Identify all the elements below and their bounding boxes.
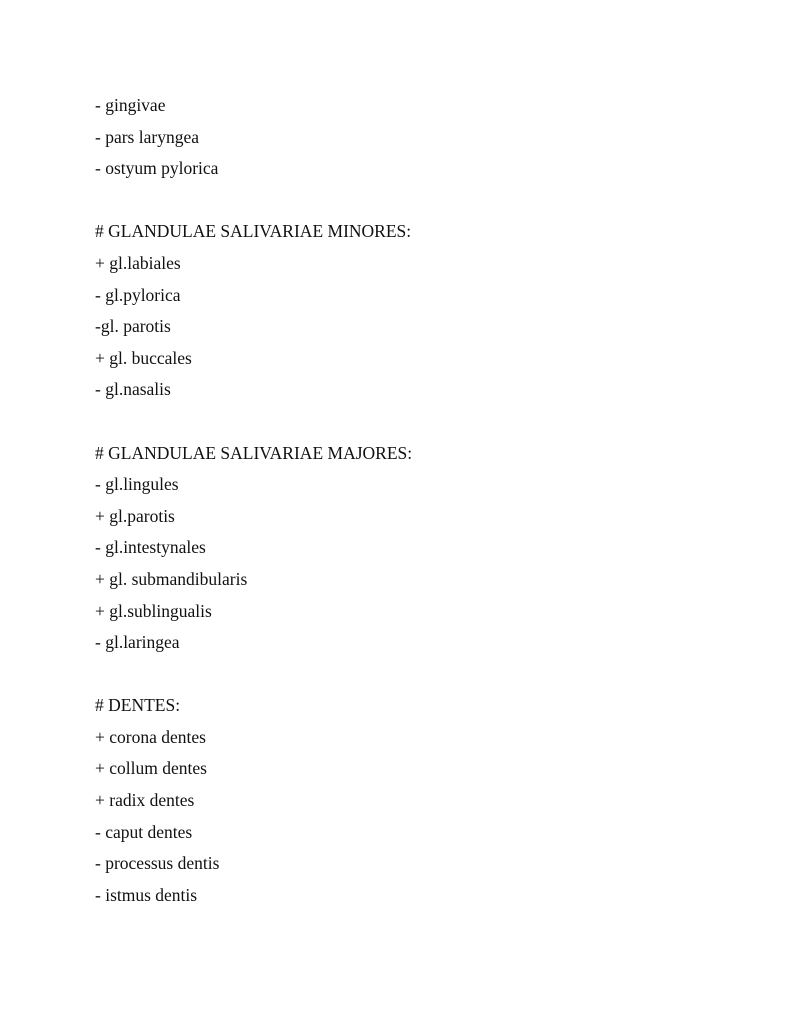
answer-option: - gl.nasalis (95, 379, 171, 400)
spacer (95, 659, 735, 691)
question-block (95, 216, 735, 406)
document-page (95, 90, 735, 911)
answer-option: - ostyum pylorica (95, 158, 219, 179)
answer-option: + corona dentes (95, 726, 206, 747)
answer-block (95, 90, 735, 185)
answer-option: + gl.parotis (95, 505, 175, 526)
answer-option: -gl. parotis (95, 316, 171, 337)
answer-option: + collum dentes (95, 758, 207, 779)
answer-option: - gingivae (95, 95, 166, 115)
answer-option: - gl.pylorica (95, 284, 181, 305)
answer-option: + gl.sublingualis (95, 600, 212, 621)
answer-option: - gl.intestynales (95, 537, 206, 558)
answer-option: + gl.labiales (95, 252, 181, 273)
answer-option: + gl. buccales (95, 347, 192, 368)
answer-option: + radix dentes (95, 790, 195, 811)
question-heading: # GLANDULAE SALIVARIAE MINORES: (95, 221, 412, 242)
answer-option: + gl. submandibularis (95, 568, 248, 589)
answer-option: - istmus dentis (95, 884, 198, 905)
spacer (95, 406, 735, 438)
answer-option: - gl.lingules (95, 474, 179, 495)
question-block (95, 690, 735, 911)
question-heading: # DENTES: (95, 695, 181, 716)
question-block (95, 438, 735, 659)
answer-option: - pars laryngea (95, 126, 199, 147)
spacer (95, 185, 735, 217)
answer-option: - gl.laringea (95, 632, 180, 653)
question-heading: # GLANDULAE SALIVARIAE MAJORES: (95, 442, 413, 463)
answer-option: - caput dentes (95, 821, 193, 842)
answer-option: - processus dentis (95, 853, 220, 874)
